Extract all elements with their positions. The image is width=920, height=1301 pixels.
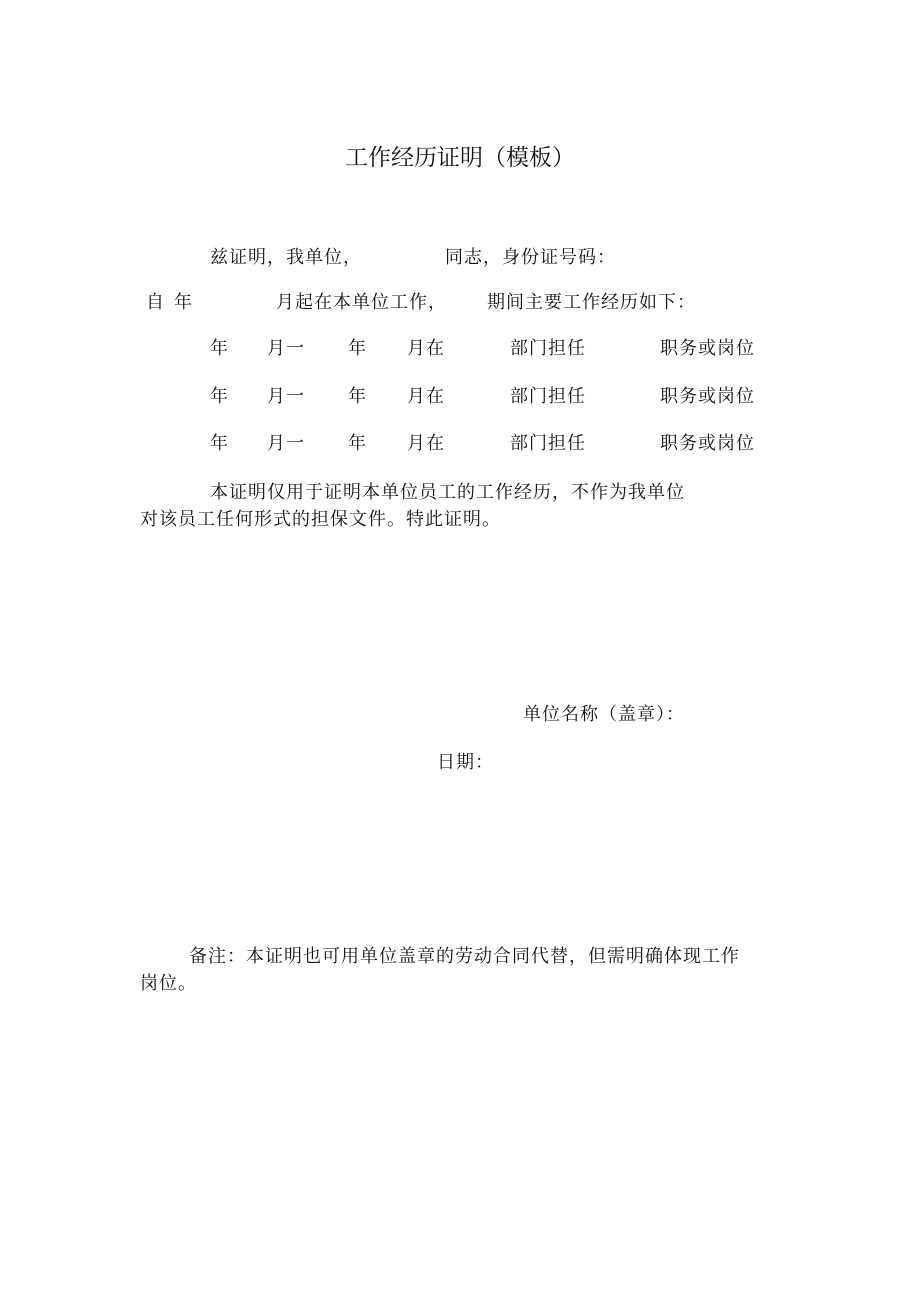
intro-id-text: 同志，身份证号码： — [445, 247, 616, 268]
start-month-label: 月一 — [267, 433, 305, 454]
start-year-label: 年 — [210, 386, 229, 407]
disclaimer-line-1: 本证明仅用于证明本单位员工的工作经历，不作为我单位 — [210, 482, 685, 503]
position-label: 职务或岗位 — [660, 338, 755, 359]
intro-year-text: 年 — [174, 292, 193, 313]
document-title: 工作经历证明（模板） — [345, 145, 575, 171]
end-year-label: 年 — [348, 433, 367, 454]
end-month-label: 月在 — [407, 386, 445, 407]
department-label: 部门担任 — [510, 338, 586, 359]
start-month-label: 月一 — [267, 386, 305, 407]
start-month-label: 月一 — [267, 338, 305, 359]
position-label: 职务或岗位 — [660, 386, 755, 407]
intro-month-text: 月起在本单位工作， — [276, 292, 447, 313]
end-month-label: 月在 — [407, 433, 445, 454]
end-year-label: 年 — [348, 386, 367, 407]
end-year-label: 年 — [348, 338, 367, 359]
end-month-label: 月在 — [407, 338, 445, 359]
intro-period-text: 期间主要工作经历如下： — [487, 292, 696, 313]
disclaimer-line-2: 对该员工任何形式的担保文件。特此证明。 — [140, 509, 501, 530]
position-label: 职务或岗位 — [660, 433, 755, 454]
date-label: 日期： — [437, 752, 494, 773]
start-year-label: 年 — [210, 338, 229, 359]
note-line-1: 备注：本证明也可用单位盖章的劳动合同代替，但需明确体现工作 — [189, 946, 740, 967]
intro-from-text: 自 — [146, 292, 165, 313]
start-year-label: 年 — [210, 433, 229, 454]
unit-name-seal-label: 单位名称（盖章）： — [523, 704, 685, 725]
intro-certify-text: 兹证明，我单位， — [210, 247, 362, 268]
department-label: 部门担任 — [510, 386, 586, 407]
department-label: 部门担任 — [510, 433, 586, 454]
note-line-2: 岗位。 — [140, 973, 197, 994]
